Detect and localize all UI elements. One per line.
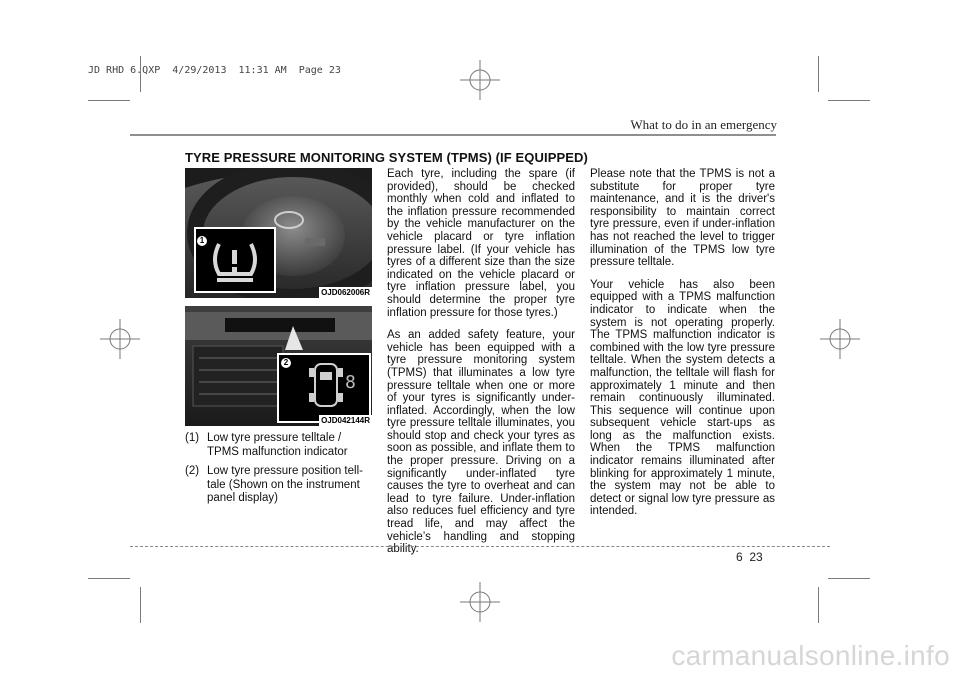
caption-item-2 <box>185 465 375 506</box>
site-watermark: carmanualsonline.info <box>671 640 950 671</box>
caption-line: TPMS malfunction indicator <box>207 445 348 458</box>
caption-line: tale (Shown on the instrument <box>207 478 360 491</box>
caption-line: Low tyre pressure telltale / <box>207 432 342 444</box>
section-title: TYRE PRESSURE MONITORING SYSTEM (TPMS) (IF EQUIPPED) <box>185 150 588 165</box>
steering-wheel-illustration <box>185 168 372 298</box>
paragraph: As an added safety feature, your vehicle has been equipped with a tyre pressure monitoring system (TPMS) that illuminates a low tyre pressure telltale when one or more of your tyres is significantly under-inflated. Accordingly, when the low tyre pressure telltale illuminates, you should stop and check your tyres as soon as possible, and inflate them to the proper pressure. Driving on a significantly under-inflated tyre causes the tyre to overheat and can lead to tyre failure. Under-inflation also reduces fuel efficiency and tyre tread life, and may affect the vehicle’s handling and stopping ability. <box>387 329 575 556</box>
crop-mark-bl-h <box>88 578 130 579</box>
chapter-header-title: What to do in an emergency <box>630 117 777 132</box>
caption-number: (1) <box>185 432 200 444</box>
callout-1: 1 <box>197 236 207 246</box>
registration-target-bottom <box>460 582 500 622</box>
crop-mark-tr-v <box>818 56 819 92</box>
print-slug: JD RHD 6.QXP 4/29/2013 11:31 AM Page 23 <box>88 65 341 76</box>
footer-rule <box>130 546 830 547</box>
crop-mark-bl-v <box>140 587 141 623</box>
crop-mark-tl-h <box>88 100 130 101</box>
caption-line: Low tyre pressure position tell- <box>207 465 363 477</box>
figure-steering-wheel-telltale <box>185 168 372 298</box>
paragraph: Please note that the TPMS is not a substitute for proper tyre maintenance, and it is the driver's responsibility to maintain correct tyre pressure, even if under-inflation has not reached the level to trigger illumination of the TPMS low tyre pressure telltale. <box>590 168 775 269</box>
registration-target-top <box>460 60 500 100</box>
caption-line: panel display) <box>207 492 278 504</box>
paragraph: Your vehicle has also been equipped with a TPMS malfunction indicator to indicate when the system is not operating properly. The TPMS malfunction indicator is combined with the low tyre pressure telltale. When the system detects a malfunction, the telltale will flash for approximately 1 minute and then remain continuously illuminated. This sequence will continue upon subsequent vehicle start-ups as long as the malfunction exists. When the TPMS malfunction indicator remains illuminated after blinking for approximately 1 minute, the system may not be able to detect or signal low tyre pressure as intended. <box>590 278 775 518</box>
paragraph: Each tyre, including the spare (if provided), should be checked monthly when cold and inflated to the inflation pressure recommended by the vehicle manufacturer on the vehicle placard or tyre inflation pressure label. (If your vehicle has tyres of a different size than the size indicated on the vehicle placard or tyre inflation pressure label, you should determine the proper tyre inflation pressure for those tyres.) <box>387 168 575 319</box>
caption-item-1 <box>185 432 375 459</box>
figure-code-2: OJD042144R <box>321 416 370 425</box>
callout-2: 2 <box>281 358 291 368</box>
caption-number: (2) <box>185 465 200 477</box>
svg-text:8: 8 <box>345 372 356 393</box>
figure-code-1: OJD062006R <box>321 288 370 297</box>
registration-target-left <box>100 319 140 359</box>
figure-instrument-panel-display <box>185 306 372 426</box>
crop-mark-br-v <box>818 587 819 623</box>
instrument-panel-illustration <box>185 306 372 426</box>
body-column-middle <box>387 168 575 566</box>
page-number: 6 23 <box>736 550 763 564</box>
body-column-right <box>590 168 775 528</box>
crop-mark-tr-h <box>828 100 870 101</box>
header-rule <box>130 134 776 136</box>
registration-target-right <box>820 319 860 359</box>
crop-mark-br-h <box>828 578 870 579</box>
figure-captions <box>185 432 375 506</box>
